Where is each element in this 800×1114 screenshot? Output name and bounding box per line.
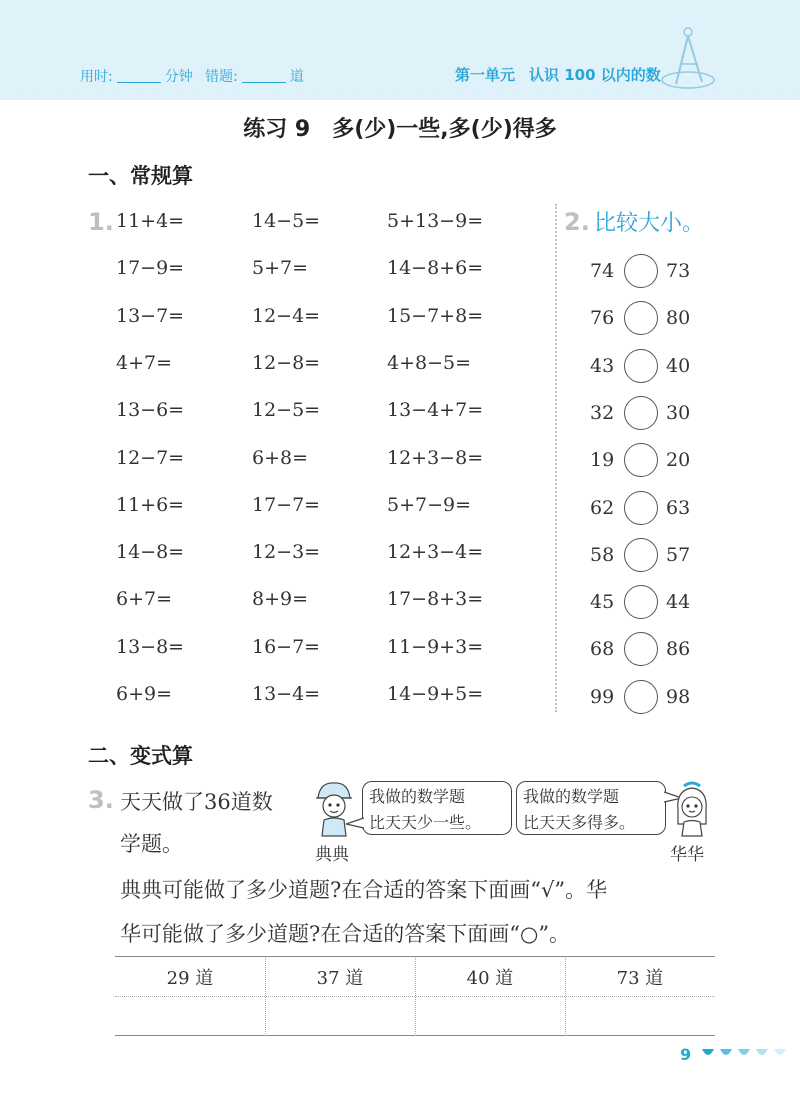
compare-right-number: 63: [666, 496, 691, 519]
page-dots-icon: [700, 1047, 790, 1061]
equation-3-6: 12+3−8=: [387, 446, 484, 469]
compare-left-number: 74: [590, 260, 615, 282]
answer-cell-29[interactable]: [115, 997, 265, 1035]
compare-item: [590, 254, 700, 290]
bubble-girl-line1: 我做的数学题: [523, 787, 620, 806]
equation-2-4: 12−8=: [252, 351, 321, 374]
compare-left-number: 45: [590, 591, 615, 614]
bubble-tail-left-icon: [346, 816, 364, 830]
answer-cell-37[interactable]: [265, 997, 415, 1035]
compare-item: [590, 301, 700, 337]
unit-name: 第一单元: [455, 66, 516, 84]
dotted-divider: [555, 204, 557, 712]
option-40: 40 道: [466, 968, 514, 989]
equation-1-5: 13−6=: [116, 399, 185, 422]
compare-right-number: 20: [666, 449, 691, 472]
equation-1-10: 13−8=: [116, 635, 185, 658]
page-title: [0, 112, 800, 143]
time-error-record: [80, 66, 304, 86]
equation-3-5: 13−4+7=: [387, 399, 484, 422]
compass-icon: [658, 24, 718, 90]
equation-3-1: 5+13−9=: [387, 210, 484, 232]
compare-left-number: 19: [590, 449, 615, 472]
exercise-topic: 多(少)一些,多(少)得多: [332, 117, 557, 142]
question-2-number: 2.: [564, 208, 590, 236]
compare-circle-blank[interactable]: [624, 254, 658, 288]
answer-cell-40[interactable]: [415, 997, 565, 1035]
equation-3-3: 15−7+8=: [387, 304, 484, 327]
question-3-line2: 学题。: [120, 832, 183, 856]
equation-2-8: 12−3=: [252, 541, 321, 564]
question-3-prompt-line1: 典典可能做了多少道题?在合适的答案下面画“√”。华: [120, 878, 608, 902]
option-29: 29 道: [166, 968, 214, 989]
compare-item: [590, 491, 700, 527]
exercise-number: 练习 9: [243, 117, 311, 142]
compare-left-number: 68: [590, 638, 615, 661]
compare-left-number: 43: [590, 354, 615, 377]
error-unit: 道: [289, 69, 304, 85]
compare-right-number: 98: [666, 685, 691, 708]
section-heading-2: 二、变式算: [88, 744, 193, 768]
equation-1-9: 6+7=: [116, 588, 173, 611]
equation-3-10: 11−9+3=: [387, 635, 484, 658]
equation-3-8: 12+3−4=: [387, 541, 484, 564]
equation-3-2: 14−8+6=: [387, 257, 484, 280]
compare-left-number: 62: [590, 496, 615, 519]
compare-item: [590, 538, 700, 574]
answer-table: [115, 956, 715, 1036]
compare-circle-blank[interactable]: [624, 301, 658, 335]
compare-right-number: 40: [666, 354, 691, 377]
equation-2-2: 5+7=: [252, 257, 309, 280]
equation-1-7: 11+6=: [116, 493, 185, 516]
compare-circle-blank[interactable]: [624, 491, 658, 525]
compare-item: [590, 349, 700, 385]
compare-circle-blank[interactable]: [624, 396, 658, 430]
compare-left-number: 99: [590, 685, 615, 708]
option-73: 73 道: [616, 968, 664, 989]
unit-title: [455, 64, 661, 85]
equation-2-9: 8+9=: [252, 588, 309, 611]
boy-name: 典典: [315, 845, 349, 865]
equation-1-1: 11+4=: [116, 210, 185, 232]
equation-1-8: 14−8=: [116, 541, 185, 564]
equation-1-3: 13−7=: [116, 304, 185, 327]
question-3-line1: 天天做了36道数: [120, 790, 273, 814]
error-blank[interactable]: [242, 68, 286, 83]
compare-item: [590, 632, 700, 668]
equation-2-10: 16−7=: [252, 635, 321, 658]
time-label: 用时:: [80, 69, 113, 85]
speech-bubble-boy: [362, 781, 512, 835]
equation-3-4: 4+8−5=: [387, 351, 472, 374]
compare-right-number: 57: [666, 543, 691, 566]
equation-2-3: 12−4=: [252, 304, 321, 327]
compare-circle-blank[interactable]: [624, 680, 658, 714]
page-header: [0, 0, 800, 100]
compare-circle-blank[interactable]: [624, 538, 658, 572]
compare-right-number: 73: [666, 260, 691, 282]
compare-item: [590, 680, 700, 716]
compare-right-number: 86: [666, 638, 691, 661]
equation-3-9: 17−8+3=: [387, 588, 484, 611]
bubble-girl-line2: 比天天多得多。: [523, 813, 636, 832]
compare-right-number: 44: [666, 591, 691, 614]
compare-left-number: 76: [590, 307, 615, 330]
equation-1-4: 4+7=: [116, 351, 173, 374]
girl-figure-icon: [670, 780, 714, 838]
compare-right-number: 80: [666, 307, 691, 330]
compare-circle-blank[interactable]: [624, 443, 658, 477]
compare-item: [590, 396, 700, 432]
equation-3-7: 5+7−9=: [387, 493, 472, 516]
girl-name: 华华: [670, 845, 704, 865]
compare-circle-blank[interactable]: [624, 585, 658, 619]
compare-left-number: 58: [590, 543, 615, 566]
question-3-number: 3.: [88, 786, 114, 814]
bubble-boy-line1: 我做的数学题: [369, 787, 466, 806]
compare-item: [590, 443, 700, 479]
unit-topic: 认识 100 以内的数: [529, 66, 661, 84]
compare-left-number: 32: [590, 401, 615, 424]
question-3-prompt-line2: 华可能做了多少道题?在合适的答案下面画“○”。: [120, 922, 571, 946]
bubble-boy-line2: 比天天少一些。: [369, 813, 482, 832]
question-1-number: 1.: [88, 208, 114, 236]
speech-bubble-girl: [516, 781, 666, 835]
equation-2-11: 13−4=: [252, 683, 321, 705]
equation-2-5: 12−5=: [252, 399, 321, 422]
equation-1-11: 6+9=: [116, 683, 173, 705]
compare-circle-blank[interactable]: [624, 632, 658, 666]
error-label: 错题:: [205, 69, 238, 85]
time-unit: 分钟: [164, 69, 193, 85]
compare-item: [590, 585, 700, 621]
compare-right-number: 30: [666, 401, 691, 424]
equation-1-6: 12−7=: [116, 446, 185, 469]
equation-2-6: 6+8=: [252, 446, 309, 469]
page-number: 9: [680, 1045, 692, 1064]
time-blank[interactable]: [117, 68, 161, 83]
section-heading-1: 一、常规算: [88, 164, 193, 188]
answer-cell-73[interactable]: [565, 997, 715, 1035]
equation-2-7: 17−7=: [252, 493, 321, 516]
option-37: 37 道: [316, 968, 364, 989]
equation-3-11: 14−9+5=: [387, 683, 484, 705]
equation-2-1: 14−5=: [252, 210, 321, 232]
equation-1-2: 17−9=: [116, 257, 185, 280]
compare-circle-blank[interactable]: [624, 349, 658, 383]
question-2-title: 比较大小。: [594, 211, 705, 236]
